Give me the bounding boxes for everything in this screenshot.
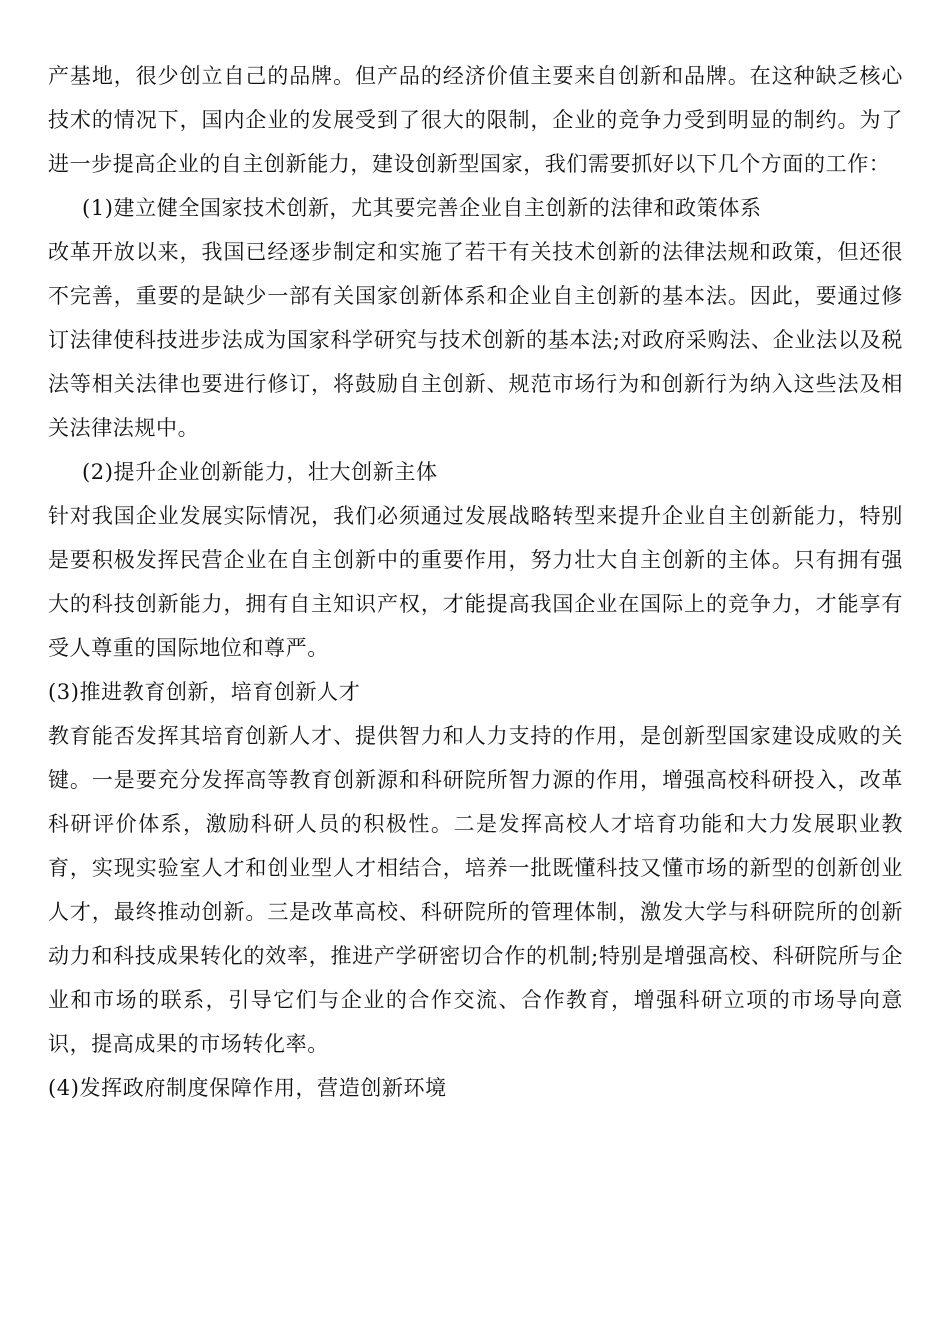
document-body [48,54,903,1110]
section-heading-2: (2)提升企业创新能力，壮大创新主体 [82,460,438,484]
section-heading-4: (4)发挥政府制度保障作用，营造创新环境 [48,1076,447,1100]
paragraph-section-2: 针对我国企业发展实际情况，我们必须通过发展战略转型来提升企业自主创新能力，特别是要积极发挥民营企业在自主创新中的重要作用，努力壮大自主创新的主体。只有拥有强大的科技创新能力，拥有自主知识产权，才能提高我国企业在国际上的竞争力，才能享有受人尊重的国际地位和尊严。 [48,504,903,660]
section-heading-1: (1)建立健全国家技术创新，尤其要完善企业自主创新的法律和政策体系 [82,196,762,220]
section-heading-3: (3)推进教育创新，培育创新人才 [48,680,361,704]
paragraph-section-3: 教育能否发挥其培育创新人才、提供智力和人力支持的作用，是创新型国家建设成败的关键。一是要充分发挥高等教育创新源和科研院所智力源的作用，增强高校科研投入，改革科研评价体系，激励科研人员的积极性。二是发挥高校人才培育功能和大力发展职业教育，实现实验室人才和创业型人才相结合，培养一批既懂科技又懂市场的新型的创新创业人才，最终推动创新。三是改革高校、科研院所的管理体制，激发大学与科研院所的创新动力和科技成果转化的效率，推进产学研密切合作的机制;特别是增强高校、科研院所与企业和市场的联系，引导它们与企业的合作交流、合作教育，增强科研立项的市场导向意识，提高成果的市场转化率。 [48,724,903,1056]
paragraph-intro: 产基地，很少创立自己的品牌。但产品的经济价值主要来自创新和品牌。在这种缺乏核心技术的情况下，国内企业的发展受到了很大的限制，企业的竞争力受到明显的制约。为了进一步提高企业的自主创新能力，建设创新型国家，我们需要抓好以下几个方面的工作： [48,64,903,176]
paragraph-section-1: 改革开放以来，我国已经逐步制定和实施了若干有关技术创新的法律法规和政策，但还很不完善，重要的是缺少一部有关国家创新体系和企业自主创新的基本法。因此，要通过修订法律使科技进步法成为国家科学研究与技术创新的基本法;对政府采购法、企业法以及税法等相关法律也要进行修订，将鼓励自主创新、规范市场行为和创新行为纳入这些法及相关法律法规中。 [48,240,903,440]
